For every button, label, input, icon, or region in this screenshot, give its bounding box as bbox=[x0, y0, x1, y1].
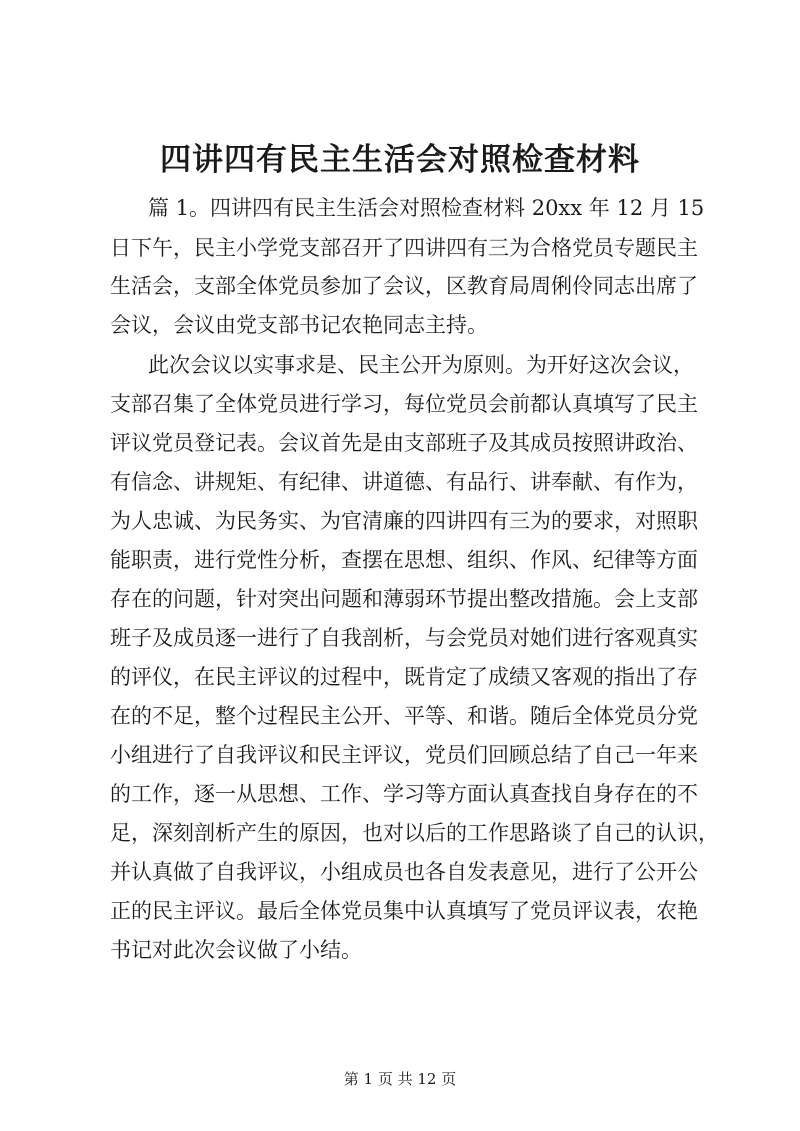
paragraph-line: 的工作，逐一从思想、工作、学习等方面认真查找自身存在的不 bbox=[110, 782, 698, 806]
paragraph-line: 评议党员登记表。会议首先是由支部班子及其成员按照讲政治、 bbox=[110, 431, 698, 455]
document-title: 四讲四有民主生活会对照检查材料 bbox=[160, 142, 640, 178]
paragraph-line: 篇 1。四讲四有民主生活会对照检查材料 20xx 年 12 月 15 bbox=[148, 196, 705, 220]
page-number-footer: 第 1 页 共 12 页 bbox=[343, 1070, 457, 1088]
paragraph-line: 足，深刻剖析产生的原因，也对以后的工作思路谈了自己的认识， bbox=[110, 821, 719, 845]
paragraph-line: 班子及成员逐一进行了自我剖析，与会党员对她们进行客观真实 bbox=[110, 626, 698, 650]
paragraph-line: 为人忠诚、为民务实、为官清廉的四讲四有三为的要求，对照职 bbox=[110, 509, 698, 533]
paragraph-line: 的评仪，在民主评议的过程中，既肯定了成绩又客观的指出了存 bbox=[110, 665, 698, 689]
paragraph-line: 小组进行了自我评议和民主评议，党员们回顾总结了自己一年来 bbox=[110, 743, 698, 767]
paragraph-line: 存在的问题，针对突出问题和薄弱环节提出整改措施。会上支部 bbox=[110, 587, 698, 611]
paragraph-line: 书记对此次会议做了小结。 bbox=[110, 938, 362, 962]
paragraph-line: 支部召集了全体党员进行学习，每位党员会前都认真填写了民主 bbox=[110, 392, 698, 416]
paragraph-line: 会议，会议由党支部书记农艳同志主持。 bbox=[110, 313, 488, 337]
paragraph-line: 正的民主评议。最后全体党员集中认真填写了党员评议表，农艳 bbox=[110, 899, 698, 923]
paragraph-line: 有信念、讲规矩、有纪律、讲道德、有品行、讲奉献、有作为， bbox=[110, 470, 698, 494]
paragraph-line: 此次会议以实事求是、民主公开为原则。为开好这次会议， bbox=[148, 353, 694, 377]
paragraph-line: 在的不足，整个过程民主公开、平等、和谐。随后全体党员分党 bbox=[110, 704, 698, 728]
paragraph-line: 生活会，支部全体党员参加了会议，区教育局周俐伶同志出席了 bbox=[110, 274, 698, 298]
paragraph-line: 日下午，民主小学党支部召开了四讲四有三为合格党员专题民主 bbox=[110, 236, 698, 260]
paragraph-line: 能职责，进行党性分析，查摆在思想、组织、作风、纪律等方面 bbox=[110, 548, 698, 572]
paragraph-line: 并认真做了自我评议，小组成员也各自发表意见，进行了公开公 bbox=[110, 860, 698, 884]
